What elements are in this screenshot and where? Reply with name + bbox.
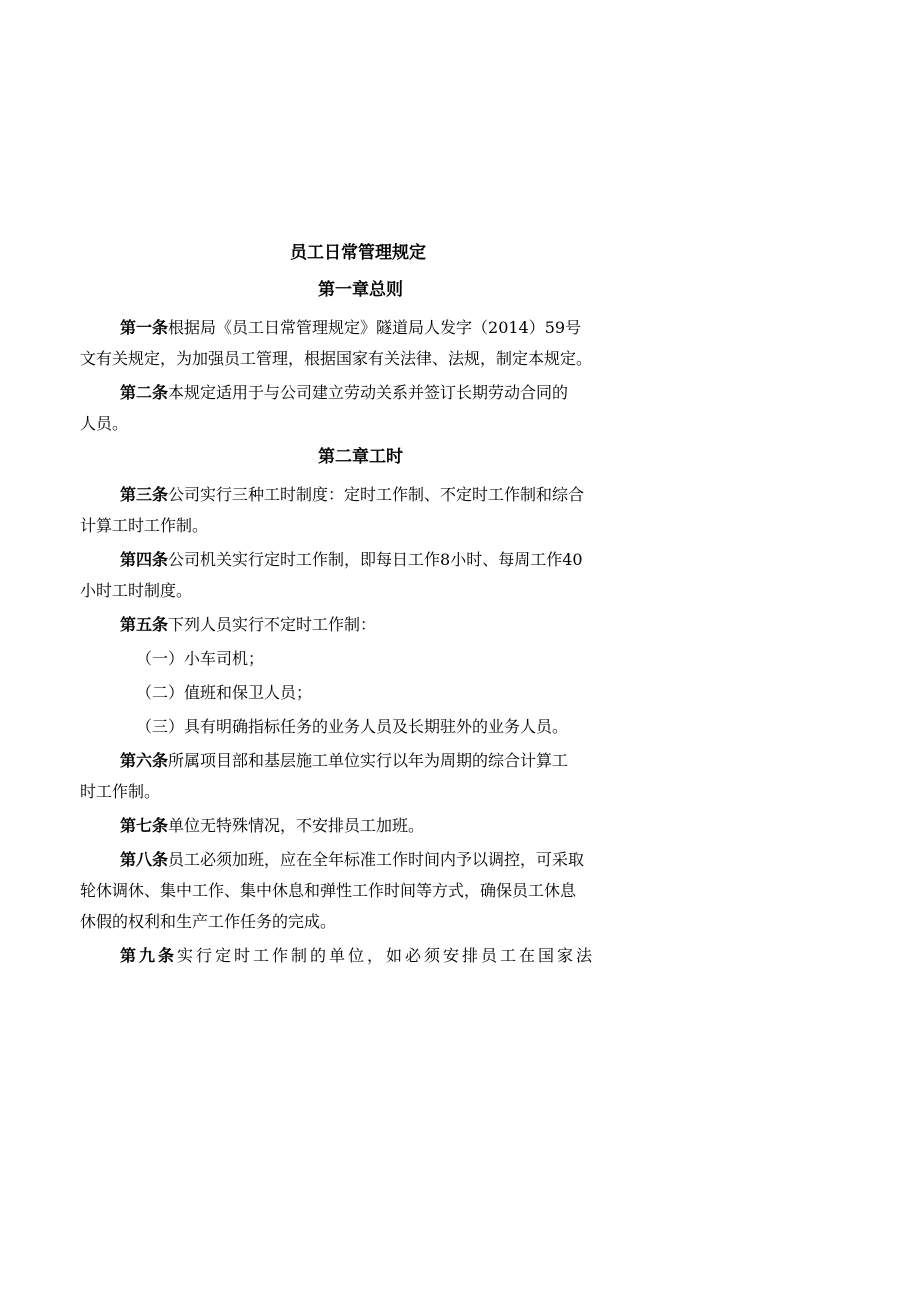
article-1-label: 第一条	[120, 318, 169, 337]
document-body	[80, 238, 650, 974]
article-8	[80, 844, 650, 937]
article-8-text-1: 员工必须加班，应在全年标准工作时间内予以调控，可采取	[168, 850, 585, 869]
list-item: （三）具有明确指标任务的业务人员及长期驻外的业务人员。	[136, 717, 569, 736]
article-6-line-1	[80, 745, 650, 776]
article-1-line-2: 文有关规定，为加强员工管理，根据国家有关法律、法规，制定本规定。	[80, 349, 593, 368]
article-2	[80, 377, 650, 439]
article-8-line-1	[80, 844, 650, 875]
article-8-line-2: 轮休调休、集中工作、集中休息和弹性工作时间等方式，确保员工休息	[80, 881, 577, 900]
article-4-label: 第四条	[120, 550, 169, 569]
article-2-line-1	[80, 377, 650, 408]
article-1-text-1: 根据局《员工日常管理规定》隧道局人发字（2014）59号	[168, 318, 582, 337]
article-4-line-1	[80, 544, 650, 575]
article-8-line-3: 休假的权利和生产工作任务的完成。	[80, 912, 337, 931]
article-3-label: 第三条	[120, 485, 169, 504]
article-3	[80, 479, 650, 541]
article-3-line-2: 计算工时工作制。	[80, 516, 209, 535]
article-5-text-1: 下列人员实行不定时工作制：	[168, 615, 377, 634]
article-9-line-1	[80, 940, 650, 971]
article-7	[80, 810, 650, 841]
article-6-label: 第六条	[120, 751, 169, 770]
article-2-line-2: 人员。	[80, 414, 129, 433]
list-item: （一）小车司机；	[136, 649, 265, 668]
article-6	[80, 745, 650, 807]
article-5-line-1	[80, 609, 650, 640]
article-9-label: 第九条	[120, 946, 178, 965]
article-7-line-1	[80, 810, 650, 841]
article-4-text-1: 公司机关实行定时工作制，即每日工作8小时、每周工作40	[168, 550, 583, 569]
chapter-heading-2: 第二章工时	[318, 447, 403, 467]
article-1	[80, 312, 650, 374]
chapter-heading-1: 第一章总则	[318, 280, 403, 300]
article-3-line-1	[80, 479, 650, 510]
article-4-line-2: 小时工时制度。	[80, 581, 193, 600]
article-5-label: 第五条	[120, 615, 169, 634]
article-9	[80, 940, 650, 971]
list-item: （二）值班和保卫人员；	[136, 683, 313, 702]
article-4	[80, 544, 650, 606]
article-2-text-1: 本规定适用于与公司建立劳动关系并签订长期劳动合同的	[168, 383, 569, 402]
article-1-line-1	[80, 312, 650, 343]
article-3-text-1: 公司实行三种工时制度：定时工作制、不定时工作制和综合	[168, 485, 585, 504]
article-8-label: 第八条	[120, 850, 169, 869]
article-2-label: 第二条	[120, 383, 169, 402]
article-7-text-1: 单位无特殊情况，不安排员工加班。	[168, 816, 425, 835]
article-5	[80, 609, 650, 640]
article-9-text-1: 实行定时工作制的单位，如必须安排员工在国家法	[177, 946, 596, 965]
article-6-line-2: 时工作制。	[80, 782, 161, 801]
article-7-label: 第七条	[120, 816, 169, 835]
document-title: 员工日常管理规定	[290, 243, 426, 263]
article-6-text-1: 所属项目部和基层施工单位实行以年为周期的综合计算工	[168, 751, 569, 770]
